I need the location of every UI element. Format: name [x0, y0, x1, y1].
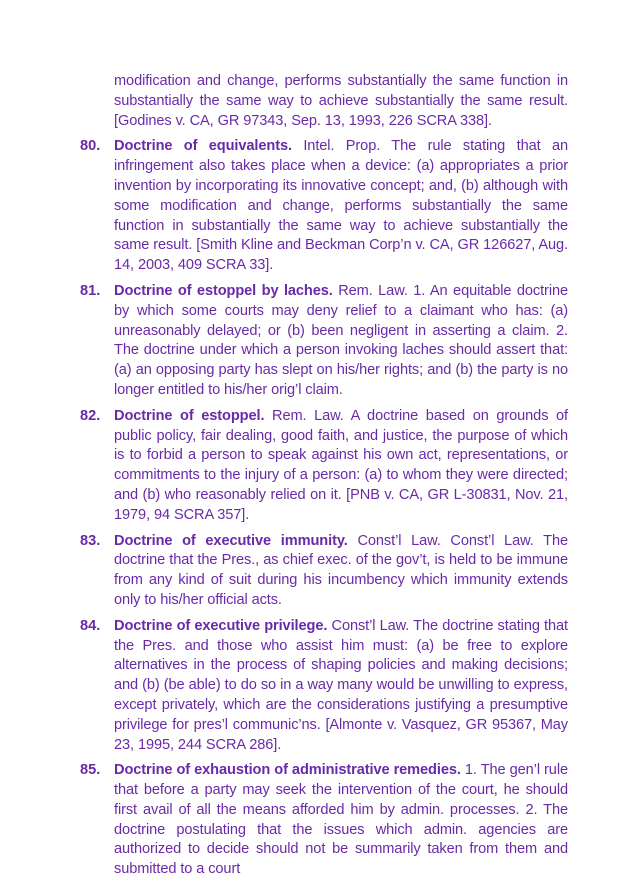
entry-number: 82.: [80, 407, 101, 424]
entry-text: 1. The gen’l rule that before a party may seek the intervention of the court, he should first avail of all the means afforded him by admin. processes. 2. The doctrine postulating that the issues which admin. agencies are authorized to decide should not be summarily taken from them and submitted to a court: [114, 762, 568, 878]
entry-83: [80, 532, 568, 611]
entry-body: [114, 532, 568, 611]
entry-text: Const’l Law. Const’l Law. The doctrine that the Pres., as chief exec. of the gov’t, is held to be immune from any kind of suit during his incumbency which immunity extends only to his/her official acts.: [114, 532, 568, 608]
entry-number: 83.: [80, 532, 101, 549]
entry-85: [80, 761, 568, 880]
entry-text: Rem. Law. 1. An equitable doctrine by which some courts may deny relief to a claimant who has: (a) unreasonably delayed; or (b) been negligent in asserting a claim. 2. The doctrine under which a person invoking laches should assert that: (a) an opposing party has slept on his/her rights; and (b) the party is no longer entitled to his/her orig’l claim.: [114, 282, 568, 398]
entry-body: [114, 137, 568, 276]
entry-84: [80, 617, 568, 756]
entry-number: 84.: [80, 617, 101, 634]
entry-82: [80, 407, 568, 526]
entry-term: Doctrine of executive privilege.: [114, 617, 328, 634]
entry-number: 85.: [80, 762, 101, 779]
entry-text: Const’l Law. The doctrine stating that the Pres. and those who assist him must: (a) be free to explore alternatives in the process of shaping policies and making decisions; and (b) (be able) to do so in a way many would be unwilling to express, except privately, which are the considerations justifying a presumptive privilege for pres’l communic’ns. [Almonte v. Vasquez, GR 95367, May 23, 1995, 244 SCRA 286].: [114, 617, 568, 753]
entry-term: Doctrine of equivalents.: [114, 138, 292, 155]
entry-term: Doctrine of estoppel.: [114, 407, 265, 424]
entry-text: Rem. Law. A doctrine based on grounds of public policy, fair dealing, good faith, and justice, the purpose of which is to forbid a person to speak against his own act, representations, or commitments to the injury of a person: (a) to whom they were directed; and (b) who reasonably relied on it. [PNB v. CA, GR L-30831, Nov. 21, 1979, 94 SCRA 357].: [114, 407, 569, 523]
entry-body: [114, 282, 568, 401]
entry-term: Doctrine of exhaustion of administrative remedies.: [114, 762, 461, 779]
entry-80: [80, 137, 568, 276]
entry-number: 80.: [80, 138, 101, 155]
entry-term: Doctrine of executive immunity.: [114, 532, 348, 549]
entry-81: [80, 282, 568, 401]
entry-body: [114, 617, 568, 756]
entry-body: [114, 407, 568, 526]
continuation-paragraph: [80, 72, 568, 131]
entry-text: Intel. Prop. The rule stating that an infringement also takes place when a device: (a) appropriates a prior invention by incorporating its innovative concept; and, (b) although with some modification and change, performs substantially the same function in substantially the same way to achieve substantially the same result. [Smith Kline and Beckman Corp’n v. CA, GR 126627, Aug. 14, 2003, 409 SCRA 33].: [114, 138, 568, 274]
entry-number: 81.: [80, 282, 101, 299]
continuation-text: modification and change, performs substantially the same function in substantially the same way to achieve substantially the same result. [Godines v. CA, GR 97343, Sep. 13, 1993, 226 SCRA 338].: [114, 73, 568, 129]
entry-term: Doctrine of estoppel by laches.: [114, 282, 333, 299]
entry-body: [114, 761, 568, 880]
